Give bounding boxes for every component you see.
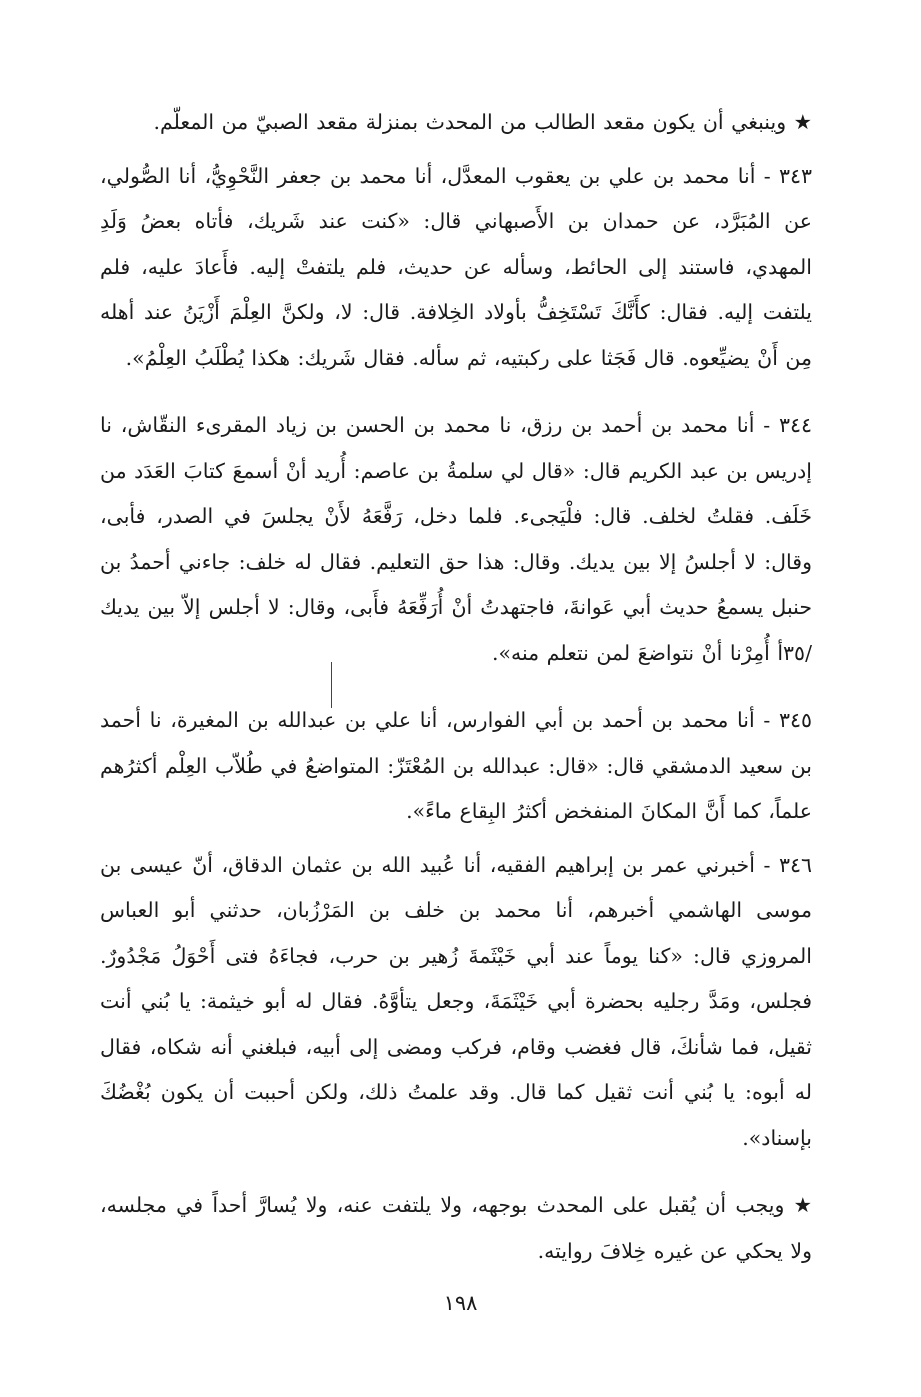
folio-marker-line bbox=[331, 662, 332, 708]
paragraph-intro-note: ★ وينبغي أن يكون مقعد الطالب من المحدث بمنزلة مقعد الصبيّ من المعلّم. bbox=[153, 110, 812, 134]
paragraph-346: ٣٤٦ - أخبرني عمر بن إبراهيم الفقيه، أنا عُبيد الله بن عثمان الدقاق، أنّ عيسى بن موسى الهاشمي أخبرهم، أنا محمد بن خلف بن المَرْزُبان، حدثني أبو العباس المروزي قال: «كنا يوماً عند أبي خَيْثَمةَ زُهير بن حرب، فجاءَهُ فتى أَحْوَلُ مَجْدُورٌ. فجلس، ومَدَّ رجليه بحضرة أبي خَيْثَمَةَ، وجعل يتأوَّهُ. فقال له أبو خيثمة: يا بُني أنت ثقيل، فما شأنكَ، قال فغضب وقام، فركب ومضى إلى أبيه، فبلغني أنه شكاه، فقال له أبوه: يا بُني أنت ثقيل كما قال. وقد علمتُ ذلك، ولكن أحببت أن يكون بُغْضُكَ بإسناد». bbox=[100, 852, 812, 1150]
page-body bbox=[100, 100, 812, 1274]
paragraph-closing-note: ★ ويجب أن يُقبل على المحدث بوجهه، ولا يلتفت عنه، ولا يُسارَّ أحداً في مجلسه، ولا يحكي عن غيره خِلافَ روايته. bbox=[100, 1193, 812, 1263]
page-number: ١٩٨ bbox=[443, 1291, 478, 1315]
paragraph-343: ٣٤٣ - أنا محمد بن علي بن يعقوب المعدَّل، أنا محمد بن جعفر النَّحْوِيُّ، أنا الصُّولي، عن المُبَرَّد، عن حمدان بن الأَصبهاني قال: «كنت عند شَريك، فأتاه بعضُ وَلَدِ المهدي، فاستند إلى الحائط، وسأله عن حديث، فلم يلتفتْ إليه. فأَعادَ عليه، فلم يلتفت إليه. فقال: كأَنَّكَ تَسْتَخِفُّ بأولاد الخِلافة. قال: لا، ولكنَّ العِلْمَ أَزْيَنُ عند أهله مِن أَنْ يضيِّعوه. قال فَجَثا على ركبتيه، ثم سأله. فقال شَريك: هكذا يُطْلَبُ العِلْمُ». bbox=[100, 163, 812, 370]
paragraph-344: ٣٤٤ - أنا محمد بن أحمد بن رزق، نا محمد بن الحسن بن زياد المقرىء النقّاش، نا إدريس بن عبد الكريم قال: «قال لي سلمةُ بن عاصم: أُريد أنْ أسمعَ كتابَ العَدَد من خَلَف. فقلتُ لخلف. قال: فلْيَجىء. فلما دخل، رَفَّعَهُ لأَنْ يجلسَ في الصدر، فأبى، وقال: لا أجلسُ إلا بين يديك. وقال: هذا حق التعليم. فقال له خلف: جاءني أحمدُ بن حنبل يسمعُ حديث أبي عَوانةَ، فاجتهدتُ أنْ أُرَفِّعَهُ فأَبى، وقال: لا أجلس إلاّ بين يديك /٣٥أ أُمِرْنا أنْ نتواضعَ لمن نتعلم منه». bbox=[100, 413, 812, 665]
paragraph-345: ٣٤٥ - أنا محمد بن أحمد بن أبي الفوارس، أنا علي بن عبدالله بن المغيرة، نا أحمد بن سعيد الدمشقي قال: «قال: عبدالله بن المُعْتَزّ: المتواضعُ في طُلاّب العِلْم أكثرُهم علماً، كما أَنَّ المكانَ المنفخض أكثرُ البِقاع ماءً». bbox=[100, 708, 812, 823]
